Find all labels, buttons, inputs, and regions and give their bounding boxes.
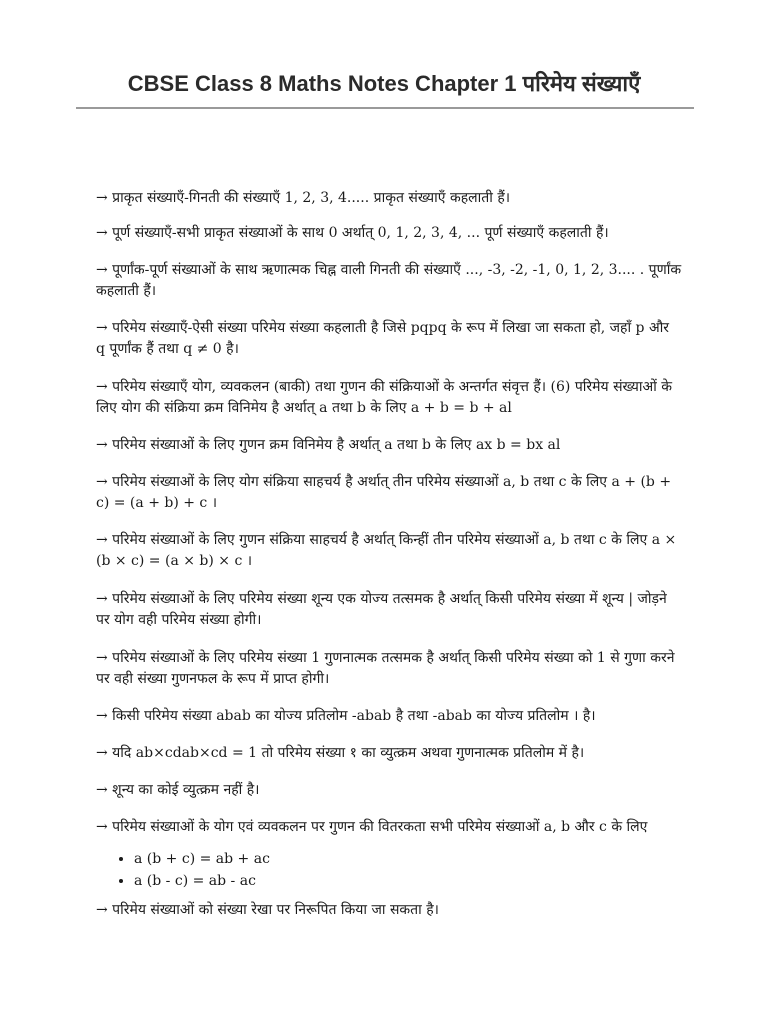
distributivity-list [96, 848, 682, 892]
list-item: • a (b - c) = ab - ac [134, 870, 682, 892]
note-multiplicative-identity: → परिमेय संख्याओं के लिए परिमेय संख्या 1 गुणनात्मक तत्समक है अर्थात् किसी परिमेय संख्या को 1 से गुणा करने पर वही संख्या गुणनफल के रूप में प्राप्त होगी। [96, 650, 675, 687]
notes-content [96, 188, 682, 921]
note-associative-multiplication: → परिमेय संख्याओं के लिए गुणन संक्रिया साहचर्य है अर्थात् किन्हीं तीन परिमेय संख्याओं a, b तथा c के लिए a × (b × c) = (a × b) × c । [96, 532, 677, 569]
list-item: • a (b + c) = ab + ac [134, 848, 682, 870]
title-divider [76, 107, 694, 109]
note-additive-inverse: → किसी परिमेय संख्या abab का योज्य प्रतिलोम -abab है तथा -abab का योज्य प्रतिलोम । है। [96, 708, 596, 724]
note-additive-identity: → परिमेय संख्याओं के लिए परिमेय संख्या शून्य एक योज्य तत्समक है अर्थात् किसी परिमेय संख्या में शून्य | जोड़ने पर योग वही परिमेय संख्या होगी। [96, 591, 667, 628]
note-zero-no-reciprocal: → शून्य का कोई व्युत्क्रम नहीं है। [96, 782, 260, 798]
page-title: CBSE Class 8 Maths Notes Chapter 1 परिमेय संख्याएँ [127, 71, 641, 96]
note-associative-addition: → परिमेय संख्याओं के लिए योग संक्रिया साहचर्य है अर्थात् तीन परिमेय संख्याओं a, b तथा c के लिए a + (b + c) = (a + b) + c । [96, 474, 672, 511]
note-natural-numbers: → प्राकृत संख्याएँ-गिनती की संख्याएँ 1, 2, 3, 4..... प्राकृत संख्याएँ कहलाती हैं। [96, 190, 511, 206]
note-closure-and-commutative-addition: → परिमेय संख्याएँ योग, व्यवकलन (बाकी) तथा गुणन की संक्रियाओं के अन्तर्गत संवृत्त हैं। (6) परिमेय संख्याओं के लिए योग की संक्रिया क्रम विनिमेय है अर्थात् a तथा b के लिए a + b = b + al [96, 379, 672, 416]
note-commutative-multiplication: → परिमेय संख्याओं के लिए गुणन क्रम विनिमेय है अर्थात् a तथा b के लिए ax b = bx al [96, 437, 561, 453]
note-number-line: → परिमेय संख्याओं को संख्या रेखा पर निरूपित किया जा सकता है। [96, 902, 439, 918]
note-reciprocal: → यदि ab×cdab×cd = 1 तो परिमेय संख्या १ का व्युत्क्रम अथवा गुणनात्मक प्रतिलोम में है। [96, 745, 585, 761]
note-whole-numbers: → पूर्ण संख्याएँ-सभी प्राकृत संख्याओं के साथ 0 अर्थात् 0, 1, 2, 3, 4, ... पूर्ण संख्याएँ कहलाती हैं। [96, 225, 609, 241]
note-distributivity: → परिमेय संख्याओं के योग एवं व्यवकलन पर गुणन की वितरकता सभी परिमेय संख्याओं a, b और c के लिए [96, 819, 648, 835]
note-rational-definition: → परिमेय संख्याएँ-ऐसी संख्या परिमेय संख्या कहलाती है जिसे pqpq के रूप में लिखा जा सकता हो, जहाँ p और q पूर्णांक हैं तथा q ≠ 0 है। [96, 320, 670, 357]
note-integers: → पूर्णांक-पूर्ण संख्याओं के साथ ऋणात्मक चिह्न वाली गिनती की संख्याएँ ..., -3, -2, -1, 0, 1, 2, 3.... . पूर्णांक कहलाती हैं। [96, 262, 682, 299]
